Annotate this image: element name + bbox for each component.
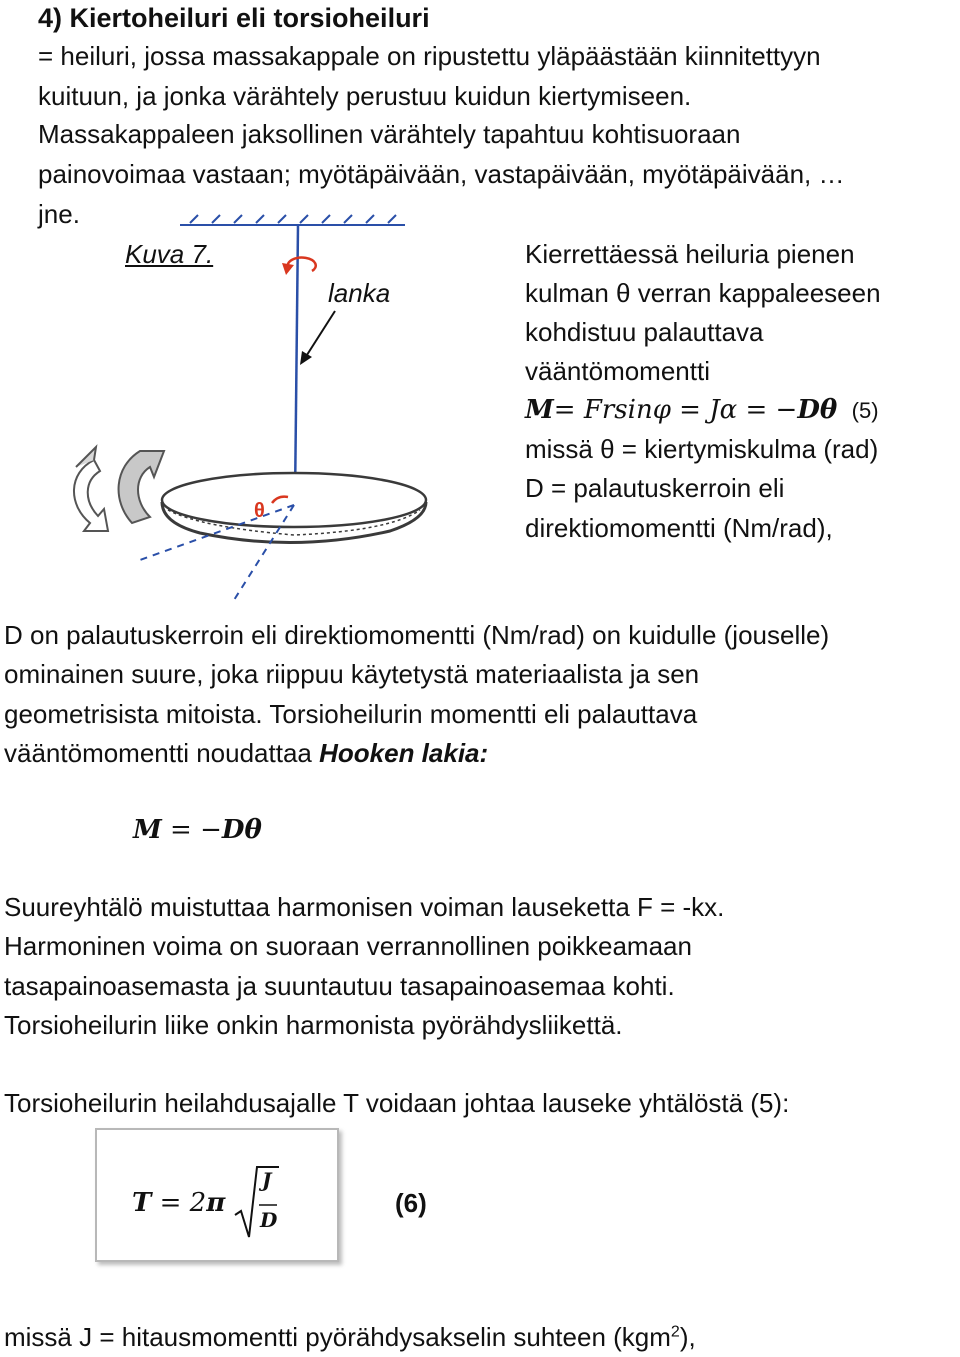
side-after-line-1: missä θ = kiertymiskulma (rad) [525, 434, 879, 464]
label-pointer-line [305, 311, 335, 358]
side-line-4: vääntömomentti [525, 356, 710, 386]
para2-line-2: ominainen suure, joka riippuu käytetystä materiaalista ja sen [4, 659, 700, 689]
hooke-dtheta: Dθ [221, 815, 262, 845]
angle-label: θ [254, 500, 265, 522]
intro-line-1: = heiluri, jossa massakappale on ripustettu yläpäästään kiinnitettyyn [38, 41, 821, 71]
intro-line-4: painovoimaa vastaan; myötäpäivään, vastapäivään, myötäpäivään, … [38, 159, 845, 189]
ceiling-hatching [190, 215, 396, 223]
para3-line-3: tasapainoasemasta ja suuntautuu tasapainoasemaa kohti. [4, 971, 675, 1001]
curved-arrow-right-icon [119, 451, 164, 523]
hooke-law-label: Hooken lakia: [319, 738, 489, 768]
equation-m: M [525, 395, 554, 425]
thread-line [295, 225, 298, 500]
intro-line-3: Massakappaleen jaksollinen värähtely tapahtuu kohtisuoraan [38, 119, 741, 149]
period-t: T [132, 1188, 152, 1218]
side-line-2: kulman θ verran kappaleeseen [525, 278, 881, 308]
figure-caption: Kuva 7. [125, 239, 214, 269]
para3-line-1: Suureyhtälö muistuttaa harmonisen voiman lauseketta F = -kx. [4, 892, 725, 922]
thread-label: lanka [328, 278, 391, 308]
hooke-m: M [133, 815, 162, 845]
equation-middle: = Frsinφ = Jα = − [553, 395, 798, 425]
rotation-arrowhead-icon [282, 263, 294, 275]
label-pointer-arrowhead-icon [300, 351, 312, 365]
side-after-line-2: D = palautuskerroin eli [525, 473, 785, 503]
period-pi: π [206, 1188, 226, 1218]
side-line-3: kohdistuu palauttava [525, 317, 764, 347]
period-equation-number: (6) [395, 1188, 427, 1218]
period-equation [132, 1183, 225, 1227]
curved-arrow-left-icon [74, 460, 108, 531]
torsion-pendulum-figure [50, 205, 490, 605]
footer-line [4, 1317, 696, 1357]
side-after-line-3: direktiomomentti (Nm/rad), [525, 513, 833, 543]
footer-prefix: missä J = hitausmomentti pyörähdysakselin suhteen (kgm [4, 1322, 671, 1352]
footer-sup: 2 [670, 1323, 680, 1341]
sqrt-denominator: D [260, 1208, 278, 1232]
intro-line-2: kuituun, ja jonka värähtely perustuu kuidun kiertymiseen. [38, 81, 692, 111]
equation-number: (5) [851, 398, 879, 423]
hooke-eq: = − [161, 815, 222, 845]
sqrt-numerator: J [262, 1168, 272, 1192]
para3-line-4: Torsioheilurin liike onkin harmonista pyörähdysliikettä. [4, 1010, 623, 1040]
para4-line: Torsioheilurin heilahdusajalle T voidaan johtaa lauseke yhtälöstä (5): [4, 1088, 790, 1118]
equation-dtheta: Dθ [797, 395, 838, 425]
period-eq: = 2 [151, 1188, 207, 1218]
page-title: 4) Kiertoheiluri eli torsioheiluri [38, 3, 430, 33]
para2-line-1: D on palautuskerroin eli direktiomomentti (Nm/rad) on kuidulle (jouselle) [4, 620, 830, 650]
side-line-1: Kierrettäessä heiluria pienen [525, 239, 855, 269]
disc-top [162, 473, 426, 527]
para2-line-4-prefix: vääntömomentti noudattaa [4, 738, 320, 768]
footer-suffix: ), [679, 1322, 696, 1352]
para3-line-2: Harmoninen voima on suoraan verrannollinen poikkeamaan [4, 931, 692, 961]
rotation-arrow-icon [288, 258, 316, 271]
hooke-equation [133, 810, 262, 854]
intro-line-5: jne. [38, 199, 80, 229]
para2-line-3: geometrisista mitoista. Torsioheilurin momentti eli palauttava [4, 699, 698, 729]
torque-equation [525, 390, 879, 434]
para2-line-4 [4, 733, 488, 773]
